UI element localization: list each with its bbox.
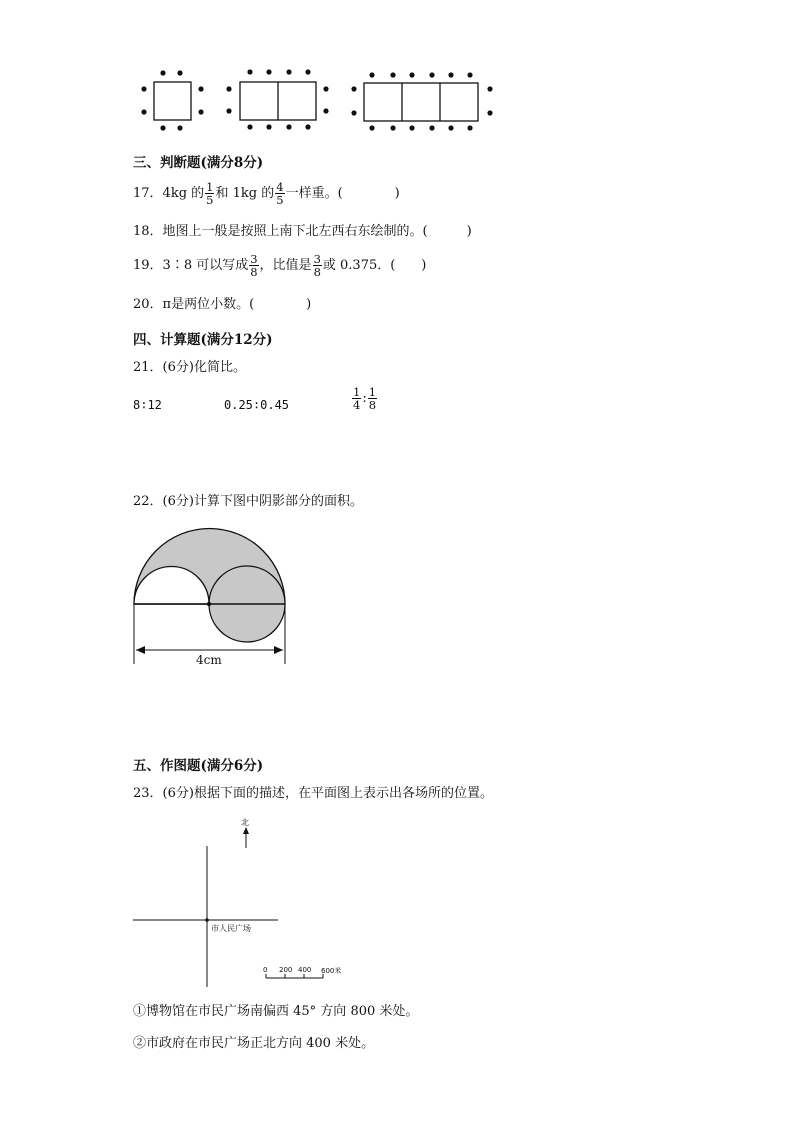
question-18: 18．地图上一般是按照上南下北左西右东绘制的。( ): [133, 224, 472, 239]
q23-item-2: ②市政府在市民广场正北方向 400 米处。: [133, 1036, 375, 1051]
q21-ratio-sign: :: [362, 391, 367, 406]
question-21-label: 21．(6分)化简比。: [133, 360, 246, 375]
q17-text-a: 17．4kg 的: [133, 186, 205, 201]
scale-tick-600: 600米: [321, 967, 342, 975]
question-20: 20．π是两位小数。( ): [133, 297, 312, 312]
q17-fraction-1: $\frac{1}{5}$: [206, 180, 214, 207]
q21-expression-1: 8∶12: [133, 398, 162, 412]
q21-expression-2: 0.25∶0.45: [224, 398, 290, 412]
section-4-heading: 四、计算题(满分12分): [133, 332, 273, 348]
section-3-heading: 三、判断题(满分8分): [133, 155, 264, 171]
q17-text-b: 和 1kg 的: [215, 186, 275, 201]
question-22-label: 22．(6分)计算下图中阴影部分的面积。: [133, 494, 363, 509]
q21-fraction-2: $\frac{1}{8}$: [368, 385, 377, 412]
north-label: 北: [241, 818, 249, 827]
q21-fraction-1: $\frac{1}{4}$: [353, 385, 361, 412]
q19-text-a: 19．3∶8 可以写成: [133, 258, 249, 273]
q23-item-1: ①博物馆在市民广场南偏西 45° 方向 800 米处。: [133, 1004, 419, 1019]
scale-tick-200: 200: [279, 966, 293, 974]
q19-text-b: ，比值是: [259, 258, 312, 273]
q19-fraction-1: $\frac{3}{8}$: [250, 252, 258, 279]
question-23-label: 23．(6分)根据下面的描述，在平面图上表示出各场所的位置。: [133, 786, 493, 801]
origin-label: 市人民广场: [211, 924, 251, 933]
q19-text-c: 或 0.375．( ): [322, 258, 427, 273]
q19-fraction-2: $\frac{3}{8}$: [313, 252, 321, 279]
section-5-heading: 五、作图题(满分6分): [133, 758, 264, 774]
scale-tick-400: 400: [298, 966, 312, 974]
q22-dimension-label: 4cm: [196, 653, 222, 667]
q17-text-c: 一样重。( ): [285, 186, 400, 201]
q17-fraction-2: $\frac{4}{5}$: [276, 180, 284, 207]
scale-tick-0: 0: [263, 966, 268, 974]
